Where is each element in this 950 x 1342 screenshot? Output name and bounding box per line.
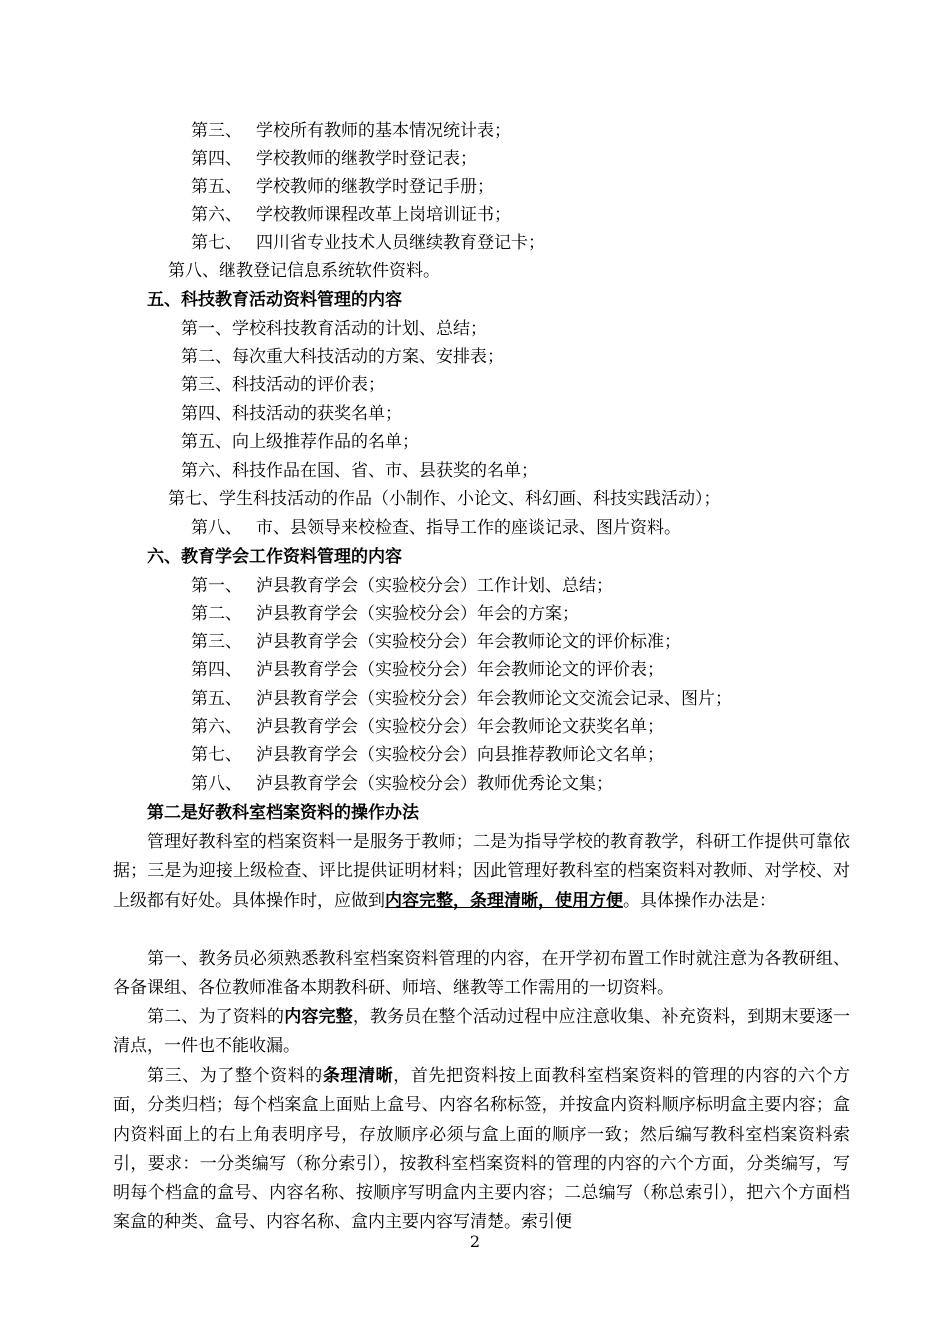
paragraph: 第二、为了资料的内容完整，教务员在整个活动过程中应注意收集、补充资料，到期末要逐一清点，一件也不能收漏。 [113, 1007, 851, 1057]
list-item: 第三、 泸县教育学会（实验校分会）年会教师论文的评价标准； [191, 632, 681, 652]
paragraph: 第一、教务员必须熟悉教科室档案资料管理的内容，在开学初布置工作时就注意为各教研组、各备课组、各位教师准备本期教科研、师培、继教等工作需用的一切资料。 [113, 949, 850, 999]
list-item: 第四、科技活动的获奖名单； [181, 404, 402, 424]
list-item: 第四、 学校教师的继教学时登记表； [191, 149, 477, 169]
paragraph: 管理好教科室的档案资料一是服务于教师；二是为指导学校的教育教学，科研工作提供可靠依据；三是为迎接上级检查、评比提供证明材料；因此管理好教科室的档案资料对教师、对学校、对上级都有好处。具体操作时，应做到内容完整，条理清晰，使用方便。具体操作办法是： [113, 832, 850, 911]
list-item: 第八、 泸县教育学会（实验校分会）教师优秀论文集； [191, 774, 613, 794]
section-heading: 五、科技教育活动资料管理的内容 [147, 290, 402, 310]
list-item: 第四、 泸县教育学会（实验校分会）年会教师论文的评价表； [191, 660, 664, 680]
page-number: 2 [469, 1232, 481, 1251]
list-item: 第一、学校科技教育活动的计划、总结； [181, 319, 487, 339]
list-item: 第八、 市、县领导来校检查、指导工作的座谈记录、图片资料。 [191, 518, 681, 538]
list-item: 第七、 泸县教育学会（实验校分会）向县推荐教师论文名单； [191, 745, 664, 765]
section-heading: 六、教育学会工作资料管理的内容 [147, 547, 402, 567]
list-item: 第五、 学校教师的继教学时登记手册； [191, 177, 494, 197]
list-item: 第七、学生科技活动的作品（小制作、小论文、科幻画、科技实践活动）； [168, 489, 721, 509]
list-item: 第六、 学校教师课程改革上岗培训证书； [191, 205, 511, 225]
list-item: 第二、 泸县教育学会（实验校分会）年会的方案； [191, 604, 579, 624]
emphasis: 条理清晰 [322, 1066, 394, 1086]
list-item: 第二、每次重大科技活动的方案、安排表； [181, 347, 504, 367]
list-item: 第五、 泸县教育学会（实验校分会）年会教师论文交流会记录、图片； [191, 689, 732, 709]
list-item: 第六、 泸县教育学会（实验校分会）年会教师论文获奖名单； [191, 717, 664, 737]
list-item: 第三、科技活动的评价表； [181, 375, 385, 395]
list-item: 第一、 泸县教育学会（实验校分会）工作计划、总结； [191, 576, 613, 596]
list-item: 第七、 四川省专业技术人员继续教育登记卡； [191, 233, 545, 253]
list-item: 第三、 学校所有教师的基本情况统计表； [191, 121, 511, 141]
emphasis: 内容完整，条理清晰，使用方便 [385, 890, 623, 911]
list-item: 第八、继教登记信息系统软件资料。 [168, 261, 440, 281]
list-item: 第六、科技作品在国、省、市、县获奖的名单； [181, 461, 538, 481]
paragraph: 第三、为了整个资料的条理清晰，首先把资料按上面教科室档案资料的管理的内容的六个方面，分类归档；每个档案盒上面贴上盒号、内容名称标签，并按盒内资料顺序标明盒主要内容；盒内资料面上的右上角表明序号，存放顺序必须与盒上面的顺序一致；然后编写教科室档案资料索引，要求：一分类编写（称分索引），按教科室档案资料的管理的内容的六个方面，分类编写，写明每个档盒的盒号、内容名称、按顺序写明盒内主要内容；二总编写（称总索引），把六个方面档案盒的种类、盒号、内容名称、盒内主要内容写清楚。索引便 [113, 1066, 851, 1233]
part-heading: 第二是好教科室档案资料的操作办法 [147, 803, 419, 823]
list-item: 第五、向上级推荐作品的名单； [181, 432, 419, 452]
emphasis: 内容完整 [284, 1007, 353, 1027]
